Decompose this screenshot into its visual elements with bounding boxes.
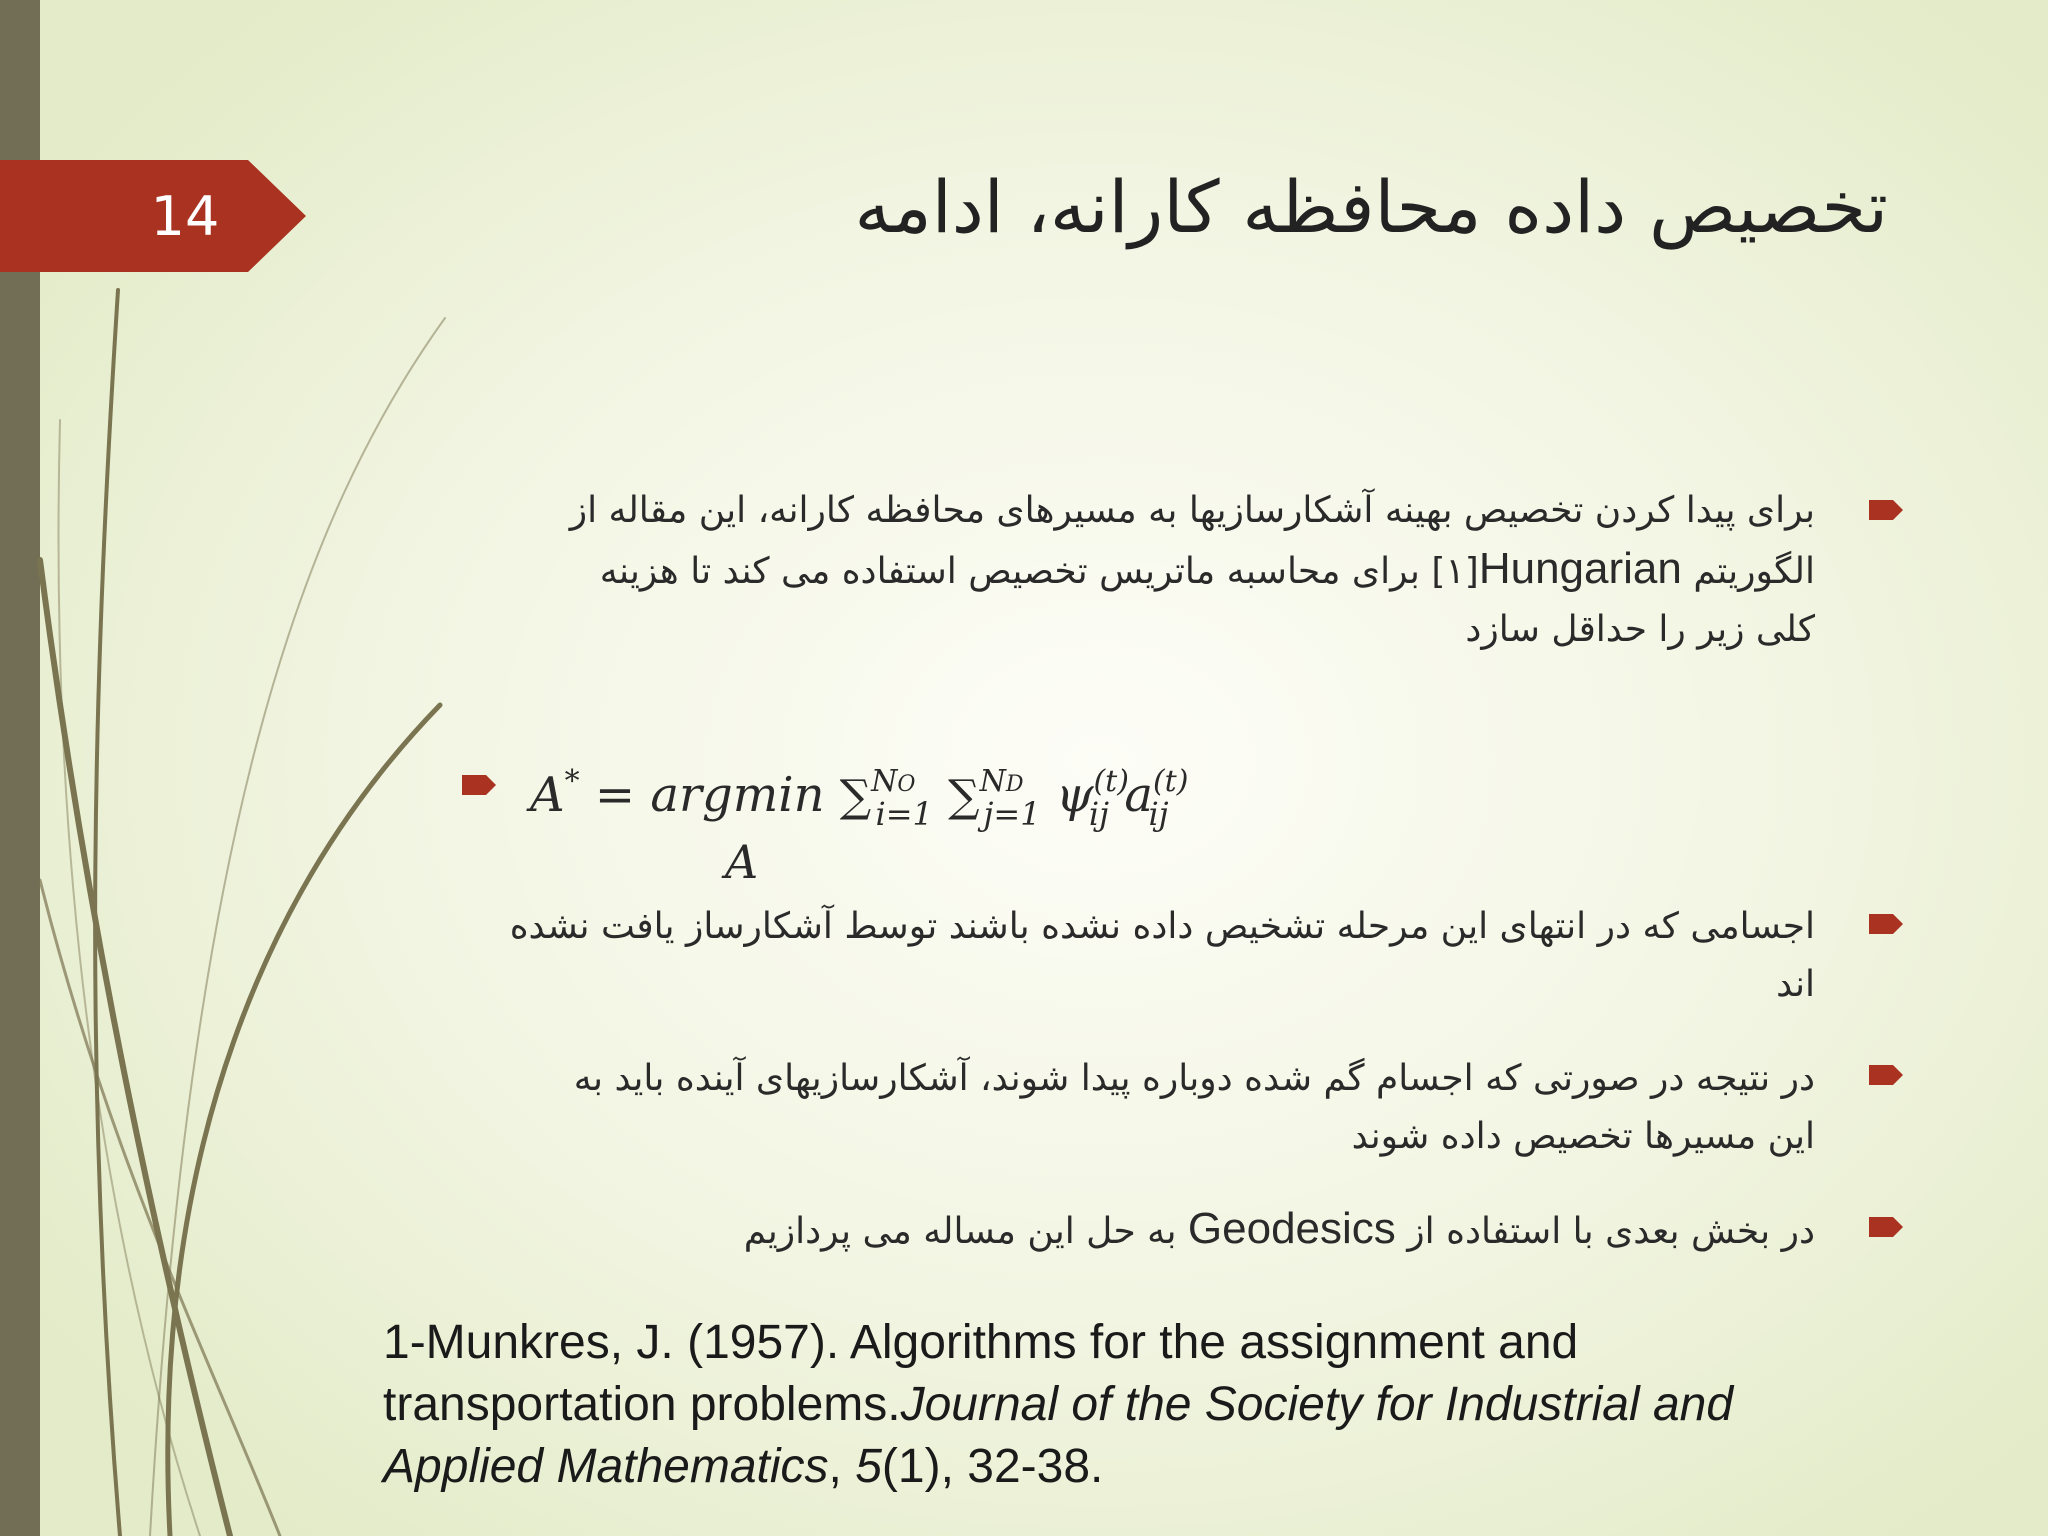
formula-lhs: A (530, 767, 565, 823)
psi-sub: ij (1088, 795, 1110, 833)
psi-indices (1088, 764, 1129, 833)
reference-citation (383, 1312, 1883, 1498)
bullet-text: به حل این مساله می پردازیم (743, 1211, 1177, 1252)
bullet-text: الگوریتم (1693, 551, 1815, 592)
bullet-line (475, 540, 1815, 601)
sum2-limits (980, 764, 1041, 833)
formula-psi: ψ (1055, 767, 1094, 823)
sum2-upper-sub: D (1005, 772, 1024, 797)
sum1-upper-n: N (871, 764, 898, 799)
reference-journal: Journal of the Society for Industrial and Applied Mathematics (383, 1378, 1734, 1493)
bullet-line: این مسیرها تخصیص داده شوند (1351, 1116, 1815, 1157)
formula-op: argmin (650, 767, 825, 823)
slide-number: 14 (150, 184, 220, 248)
sum-symbol-1: ∑ (839, 771, 872, 822)
bullet-line: اند (1776, 964, 1815, 1005)
bullet-marker-icon (1869, 1217, 1903, 1237)
bullet-line: در نتیجه در صورتی که اجسام گم شده دوباره پیدا شوند، آشکارسازیهای آینده باید به (573, 1058, 1815, 1099)
reference-rest: (1), 32-38. (881, 1440, 1104, 1493)
reference-volume: 5 (855, 1440, 882, 1493)
reference-sep: , (828, 1440, 856, 1493)
bullet-line: کلی زیر را حداقل سازد (1465, 609, 1815, 650)
cost-formula (530, 740, 1250, 890)
formula-main (530, 764, 1189, 833)
sum2-lower: j=1 (983, 795, 1041, 833)
sum1-lower: i=1 (875, 795, 933, 833)
sum1-limits (871, 764, 933, 833)
bullet-marker-icon (462, 775, 496, 795)
bullet-text: [۱] برای محاسبه ماتریس تخصیص استفاده می کند تا هزینه (599, 551, 1479, 592)
bullet-line (475, 1200, 1815, 1261)
bullet-text: در بخش بعدی با استفاده از (1407, 1211, 1815, 1252)
sum-symbol-2: ∑ (948, 771, 980, 822)
bullet-marker-icon (1869, 500, 1903, 520)
bullet-marker-icon (1869, 914, 1903, 934)
bullet-undetected-objects (475, 898, 1815, 1014)
sum1-upper (871, 764, 915, 799)
sum1-upper-sub: O (897, 772, 916, 797)
a-sub: ij (1148, 795, 1169, 833)
sum2-upper-n: N (979, 764, 1006, 799)
a-sup: (t) (1152, 764, 1189, 799)
formula-eq: = (579, 767, 651, 823)
formula-a: a (1124, 767, 1153, 823)
bullet-reassignment (475, 1050, 1815, 1166)
formula-lhs-sup: * (564, 764, 580, 799)
geodesics-term: Geodesics (1187, 1204, 1396, 1253)
a-indices (1148, 764, 1189, 833)
formula-op-subscript: A (725, 835, 759, 889)
reference-text: 1-Munkres, J. (1957). Algorithms for the assignment and transportation problems. (383, 1316, 1579, 1431)
bullet-line: اجسامی که در انتهای این مرحله تشخیص داده نشده باشند توسط آشکارساز یافت نشده (509, 906, 1815, 947)
hungarian-term: Hungarian (1478, 544, 1682, 593)
bullet-geodesics (475, 1200, 1815, 1261)
bullet-assignment-hungarian (475, 482, 1815, 659)
bullet-line: برای پیدا کردن تخصیص بهینه آشکارسازیها به مسیرهای محافظه کارانه، این مقاله از (569, 490, 1815, 531)
sum2-upper (980, 764, 1024, 799)
psi-sup: (t) (1093, 764, 1129, 799)
slide-title: تخصیص داده محافظه کارانه، ادامه (854, 165, 1888, 249)
bullet-marker-icon (1869, 1065, 1903, 1085)
